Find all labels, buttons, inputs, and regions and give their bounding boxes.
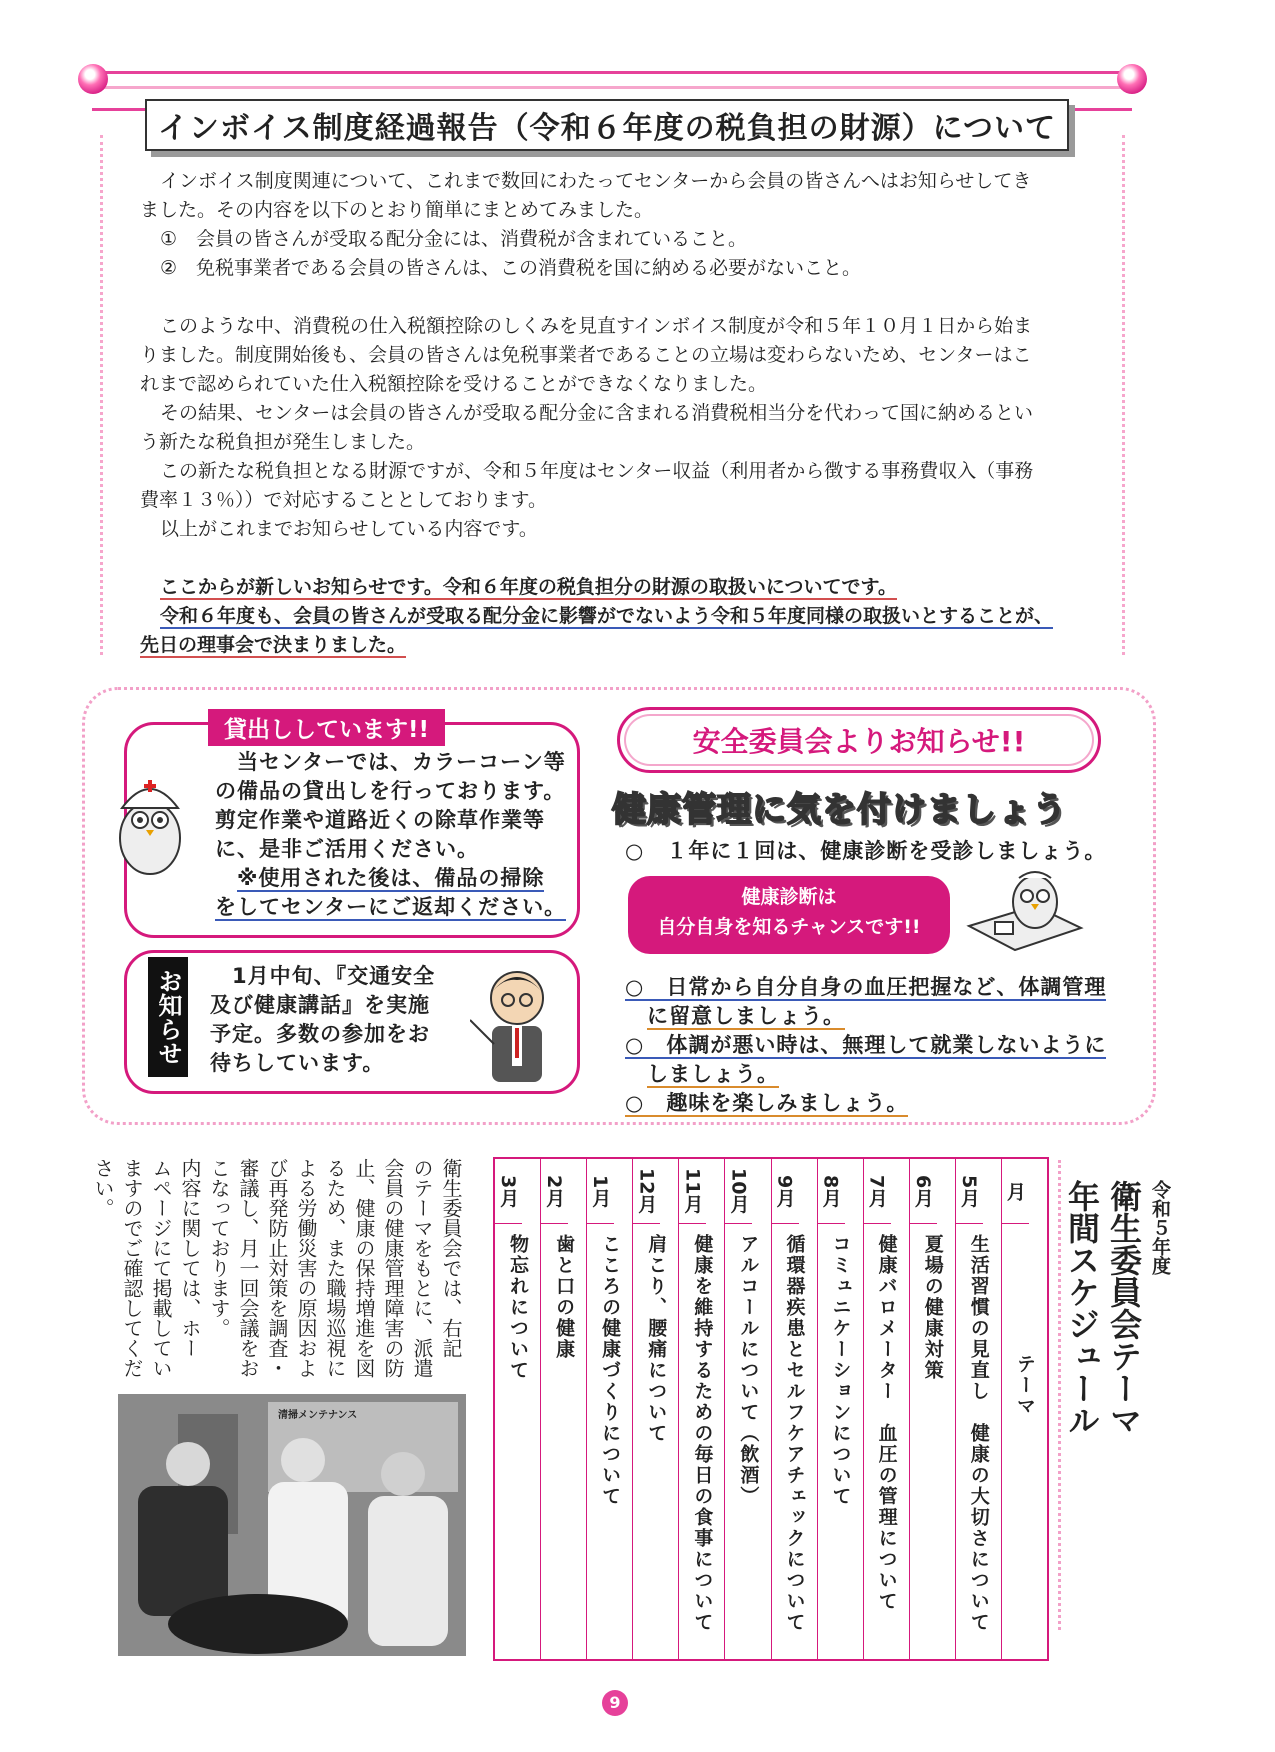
row-theme: コミュニケーションについて (829, 1234, 852, 1507)
row-month: 2月 (541, 1159, 568, 1224)
schedule-title-line: 年間スケジュール (1063, 1180, 1101, 1436)
article-line: れまで認められていた仕入税額控除を受けることができなくなりました。 (140, 373, 768, 395)
schedule-title (1063, 1180, 1174, 1436)
table-row (724, 1159, 770, 1659)
safety-line: ○ 趣味を楽しみましょう。 (625, 1091, 909, 1115)
article-line: 以上がこれまでお知らせしている内容です。 (160, 518, 538, 540)
safety-line: しましょう。 (647, 1062, 779, 1086)
new-notice-line: 先日の理事会で決まりました。 (140, 634, 407, 656)
article-line: このような中、消費税の仕入税額控除のしくみを見直すインボイス制度が令和５年１０月１日から始ま (160, 315, 1033, 337)
row-theme: 物忘れについて (507, 1234, 529, 1381)
safety-line: に留意しましょう。 (647, 1004, 845, 1028)
committee-line: び再発防止対策を調査・ (265, 1158, 289, 1378)
table-row (586, 1159, 632, 1659)
mascot-helmet-icon (102, 760, 192, 880)
table-row (495, 1159, 540, 1659)
bubble-line: 健康診断は (741, 886, 837, 908)
row-theme: 歯と口の健康 (553, 1234, 576, 1360)
corner-orb-icon (78, 64, 108, 94)
lending-line: 剪定作業や道路近くの除草作業等 (215, 808, 545, 832)
article-line: 費率１３％））で対応することとしております。 (140, 489, 547, 511)
bubble-line: 自分自身を知るチャンスです!! (657, 916, 921, 938)
committee-line: るため、また職場巡視に (323, 1158, 347, 1378)
article-line: この新たな税負担となる財源ですが、令和５年度はセンター収益（利用者から徴する事務費収入（事務 (160, 460, 1034, 482)
lending-line: ※使用された後は、備品の掃除 (237, 866, 545, 890)
health-headline: 健康管理に気を付けましょう (612, 790, 1067, 830)
row-month: 6月 (910, 1159, 937, 1224)
photo-sign: 清掃メンテナンス (278, 1410, 358, 1421)
schedule-table (493, 1157, 1049, 1661)
corner-orb-icon (1117, 64, 1147, 94)
article-line: ① 会員の皆さんが受取る配分金には、消費税が含まれていること。 (160, 228, 748, 250)
lending-label: 貸出ししています!! (208, 709, 445, 746)
committee-line: よる労働災害の原因およ (294, 1158, 318, 1378)
notice-text (210, 962, 435, 1078)
notice-line: 待ちしています。 (210, 1051, 385, 1075)
row-month: 12月 (633, 1159, 660, 1224)
table-row (678, 1159, 724, 1659)
table-row (863, 1159, 909, 1659)
article-line: う新たな税負担が発生しました。 (140, 431, 426, 453)
committee-line: 内容に関しては、ホー (178, 1158, 202, 1358)
row-month: 7月 (864, 1159, 891, 1224)
new-notice-line: 令和６年度も、会員の皆さんが受取る配分金に影響がでないよう令和５年度同様の取扱いとすることが、 (160, 605, 1054, 627)
lending-line: の備品の貸出しを行っております。 (215, 779, 566, 803)
row-month: 9月 (772, 1159, 799, 1224)
schedule-title-year: 令和５年度 (1149, 1180, 1171, 1275)
notice-line: 及び健康講話』を実施 (210, 993, 430, 1017)
header-month: 月 (1002, 1159, 1029, 1224)
table-row (771, 1159, 817, 1659)
committee-line: こなっております。 (207, 1158, 231, 1338)
lending-text (215, 748, 566, 922)
committee-line: ますのでご確認してくだ (120, 1158, 144, 1378)
table-row (955, 1159, 1001, 1659)
schedule-header-col (1001, 1159, 1047, 1659)
article-line: その結果、センターは会員の皆さんが受取る配分金に含まれる消費税相当分を代わって国に納めるとい (160, 402, 1034, 424)
table-row (632, 1159, 678, 1659)
article-line: ② 免税事業者である会員の皆さんは、この消費税を国に納める必要がないこと。 (160, 257, 862, 279)
safety-item (625, 973, 1106, 1118)
safety-title: 安全委員会よりお知らせ!! (617, 707, 1101, 773)
table-row (540, 1159, 586, 1659)
row-month: 3月 (495, 1159, 522, 1224)
vine-right (1122, 135, 1145, 655)
article-title: インボイス制度経過報告（令和６年度の税負担の財源）について (145, 99, 1069, 151)
safety-line: ○ 日常から自分自身の血圧把握など、体調管理 (625, 975, 1107, 999)
row-theme: アルコールについて（飲酒） (737, 1234, 760, 1507)
safety-line: ○ 体調が悪い時は、無理して就業しないように (625, 1033, 1107, 1057)
row-month: 10月 (725, 1159, 752, 1224)
teacher-illustration-icon (470, 958, 560, 1083)
article-body (140, 167, 1080, 660)
lending-line: に、是非ご活用ください。 (215, 837, 479, 861)
mascot-bed-icon (965, 866, 1085, 956)
schedule-title-line: 衛生委員会テーマ (1105, 1180, 1143, 1436)
row-theme: こころの健康づくりについて (599, 1234, 622, 1507)
table-row (817, 1159, 863, 1659)
row-month: 8月 (818, 1159, 845, 1224)
row-theme: 肩こり、腰痛について (645, 1234, 668, 1444)
committee-line: 審議し、月一回会議をお (236, 1158, 260, 1378)
notice-label: お知らせ (148, 957, 188, 1077)
article-line: ました。その内容を以下のとおり簡単にまとめてみました。 (140, 199, 654, 221)
health-check-bubble (628, 876, 950, 954)
committee-line: のテーマをもとに、派遣 (410, 1158, 434, 1378)
article-line: インボイス制度関連について、これまで数回にわたってセンターから会員の皆さんへはお知らせしてき (160, 170, 1032, 192)
table-row (909, 1159, 955, 1659)
lending-line: 当センターでは、カラーコーン等 (237, 750, 566, 774)
new-notice-line: ここからが新しいお知らせです。令和６年度の税負担分の財源の取扱いについてです。 (160, 576, 898, 598)
committee-line: 会員の健康管理障害の防 (381, 1158, 405, 1378)
notice-line: 1月中旬、『交通安全 (232, 964, 436, 988)
notice-line: 予定。多数の参加をお (210, 1022, 430, 1046)
row-theme: 健康を維持するための毎日の食事について (691, 1234, 714, 1633)
committee-line: さい。 (91, 1158, 115, 1218)
row-theme: 循環器疾患とセルフケアチェックについて (783, 1234, 806, 1633)
row-month: 11月 (679, 1159, 706, 1224)
header-theme: テーマ (1013, 1354, 1036, 1417)
article-line: りました。制度開始後も、会員の皆さんは免税事業者であることの立場は変わらないため、センターはこ (140, 344, 1032, 366)
page-number: 9 (602, 1690, 628, 1716)
committee-line: 止、健康の保持増進を図 (352, 1158, 376, 1378)
committee-line: 衛生委員会では、右記 (439, 1158, 463, 1358)
lending-line: をしてセンターにご返却ください。 (215, 895, 567, 919)
row-month: 1月 (587, 1159, 614, 1224)
row-theme: 健康バロメーター 血圧の管理について (875, 1234, 898, 1612)
vine-left (100, 135, 123, 655)
row-theme: 夏場の健康対策 (921, 1234, 944, 1381)
committee-photo (118, 1394, 466, 1656)
safety-item: ○ １年に１回は、健康診断を受診しましょう。 (625, 839, 1107, 863)
committee-line: ムページにて掲載してい (149, 1158, 173, 1378)
row-theme: 生活習慣の見直し 健康の大切さについて (967, 1234, 990, 1633)
row-month: 5月 (956, 1159, 983, 1224)
committee-text (88, 1158, 465, 1384)
